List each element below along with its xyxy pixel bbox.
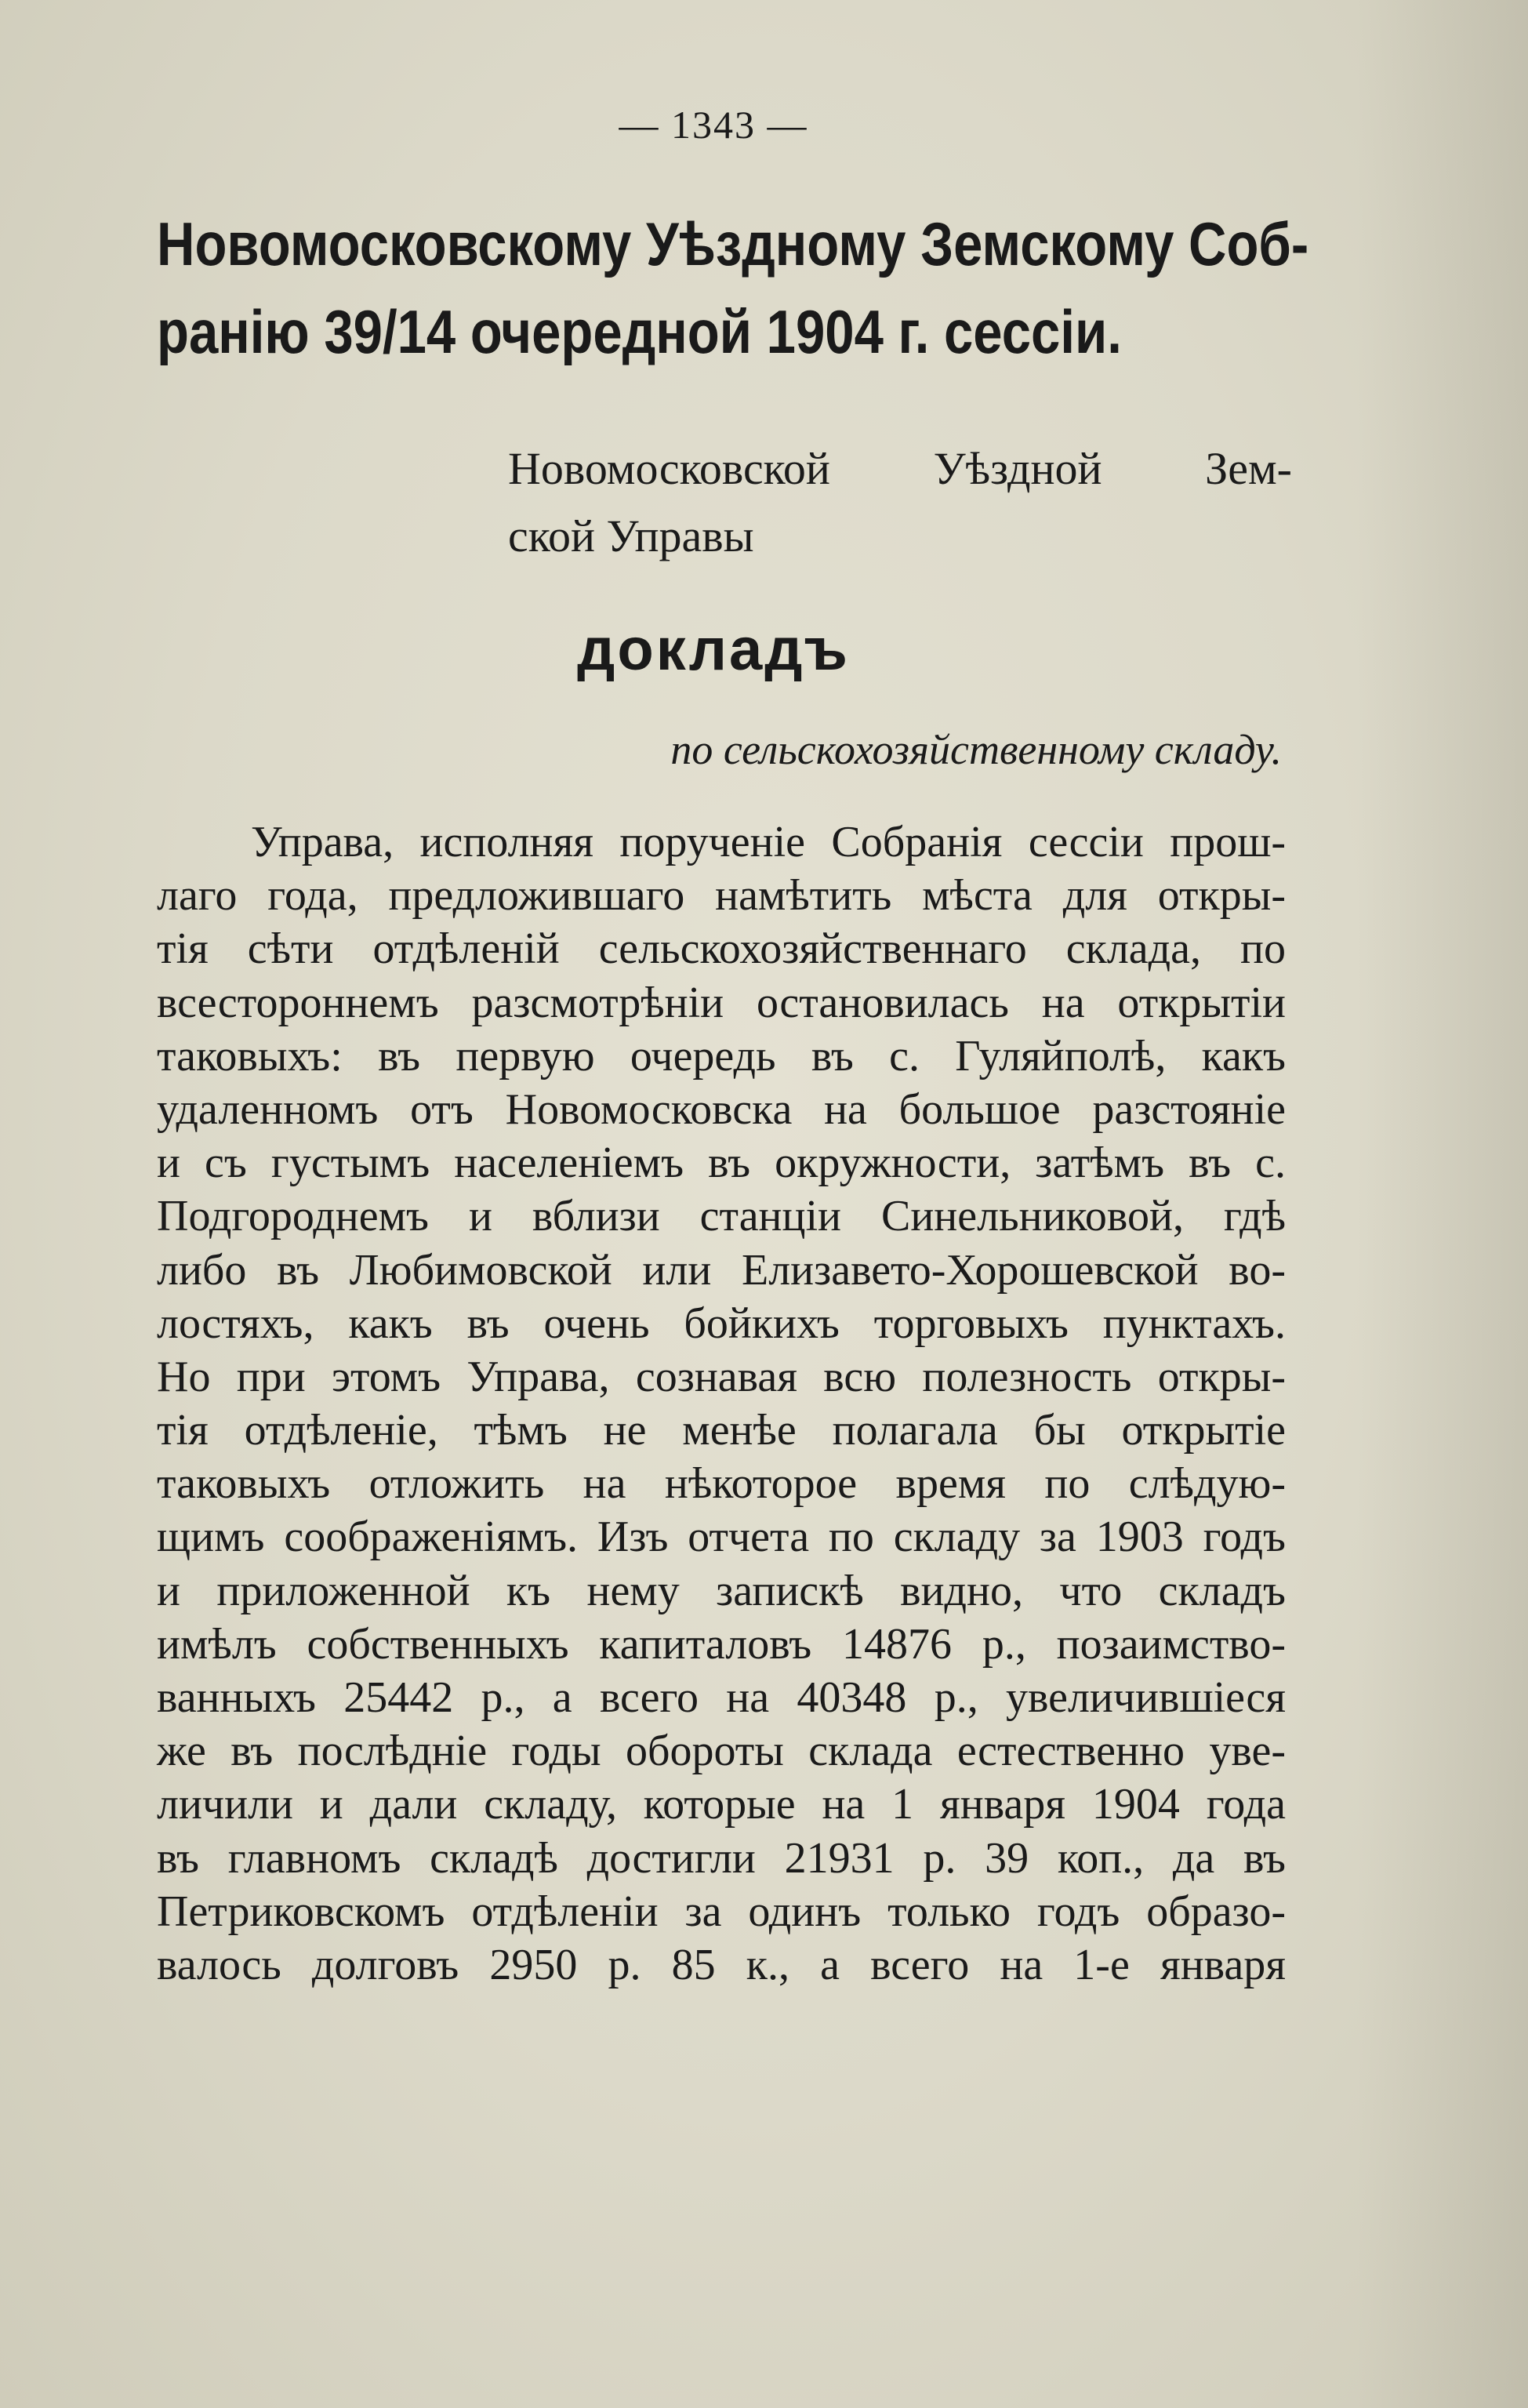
body-line: ванныхъ 25442 р., а всего на 40348 р., увеличившіеся (157, 1673, 1286, 1722)
authority-line-1: Новомосковской Уѣздной Зем- (508, 443, 1292, 494)
body-text (157, 815, 1286, 1992)
body-line: и приложенной къ нему запискѣ видно, что складъ (157, 1566, 1286, 1615)
report-heading: докладъ (577, 616, 850, 683)
body-line: таковыхъ отложить на нѣкоторое время по слѣдую- (157, 1459, 1286, 1509)
body-line: Петриковскомъ отдѣленіи за одинъ только годъ образо- (157, 1887, 1286, 1936)
report-subheading: по сельскохозяйственному складу. (670, 726, 1282, 773)
body-line: тія сѣти отдѣленій сельскохозяйственнаго склада, по (157, 924, 1286, 974)
body-line: личили и дали складу, которые на 1 января 1904 года (157, 1780, 1286, 1829)
title-line-1: Новомосковскому Уѣздному Земскому Соб- (157, 209, 1309, 278)
body-line: щимъ соображеніямъ. Изъ отчета по складу за 1903 годъ (157, 1513, 1286, 1562)
body-line: лостяхъ, какъ въ очень бойкихъ торговыхъ пунктахъ. (157, 1298, 1286, 1348)
document-title (157, 200, 1309, 376)
page-edge-shadow (1356, 0, 1528, 2408)
body-line: таковыхъ: въ первую очередь въ с. Гуляйполѣ, какъ (157, 1031, 1286, 1081)
body-line: удаленномъ отъ Новомосковска на большое разстояніе (157, 1084, 1286, 1134)
body-line: валось долговъ 2950 р. 85 к., а всего на 1-е января (157, 1940, 1286, 1989)
authority-name (508, 435, 1292, 570)
body-line: Но при этомъ Управа, сознавая всю полезность откры- (157, 1352, 1286, 1401)
body-line: же въ послѣдніе годы обороты склада естественно уве- (157, 1727, 1286, 1776)
body-line: имѣлъ собственныхъ капиталовъ 14876 р., позаимство- (157, 1619, 1286, 1669)
authority-line-2: ской Управы (508, 510, 754, 561)
body-line: тія отдѣленіе, тѣмъ не менѣе полагала бы открытіе (157, 1406, 1286, 1455)
body-line: либо въ Любимовской или Елизавето-Хорошевской во- (157, 1245, 1286, 1295)
body-line: лаго года, предложившаго намѣтить мѣста для откры- (157, 871, 1286, 921)
body-line: въ главномъ складѣ достигли 21931 р. 39 коп., да въ (157, 1833, 1286, 1883)
page-number: — 1343 — (619, 103, 808, 147)
body-line: и съ густымъ населеніемъ въ окружности, затѣмъ въ с. (157, 1139, 1286, 1188)
title-line-2: ранію 39/14 очередной 1904 г. сессіи. (157, 297, 1122, 366)
body-line: Подгороднемъ и вблизи станціи Синельниковой, гдѣ (157, 1192, 1286, 1241)
body-line: Управа, исполняя порученіе Собранія сессіи прош- (251, 818, 1286, 866)
body-line: всестороннемъ разсмотрѣніи остановилась на открытіи (157, 978, 1286, 1027)
